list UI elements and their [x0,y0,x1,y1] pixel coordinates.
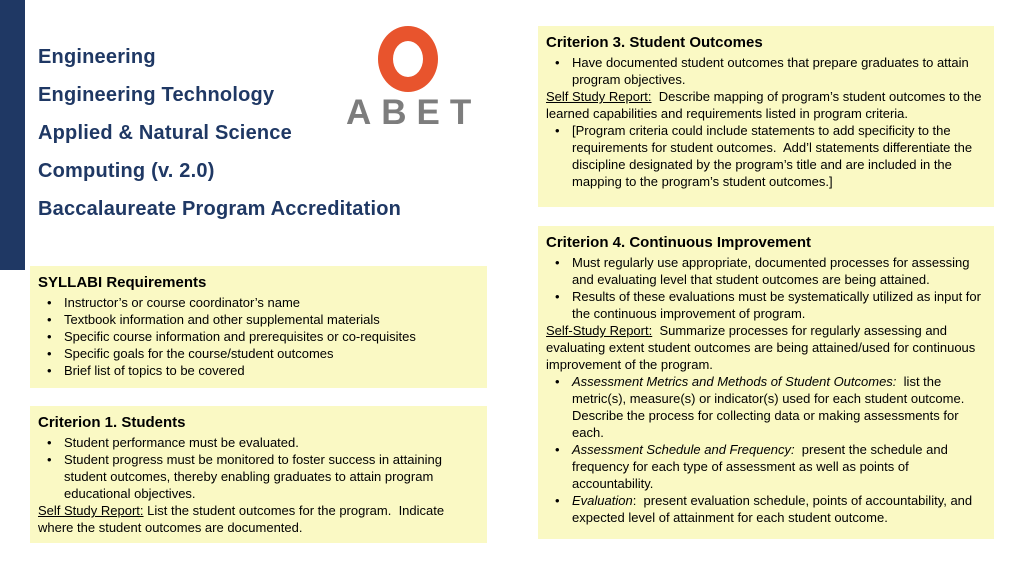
title-line-engineering: Engineering [38,46,156,68]
syllabi-heading: SYLLABI Requirements [38,274,207,291]
bullet-marker: • [555,493,560,508]
evaluation-term: Evaluation [572,493,633,508]
bullet-marker: • [555,374,560,389]
assessment-metrics-item: Assessment Metrics and Methods of Student Outcomes: list the metric(s), measure(s) or indicator(s) used for each student outcome. Describe the process for collecting data or making assessments for each. [572,374,972,440]
abet-logo-text: ABET [346,93,482,132]
list-item [546,373,984,441]
abet-ring-icon [378,26,438,92]
self-study-report [38,502,477,536]
list-item: • Brief list of topics to be covered [38,362,477,379]
list-item: • Instructor’s or course coordinator’s name [38,294,477,311]
list-item: • Results of these evaluations must be systematically utilized as input for the continuous improvement of program. [546,288,984,322]
left-accent-bar [0,0,25,270]
self-study-report-label: Self Study Report: [38,503,144,518]
title-line-baccalaureate: Baccalaureate Program Accreditation [38,198,402,220]
bullet-marker: • [555,442,560,457]
bullet-marker: • [47,295,52,310]
self-study-report-label: Self-Study Report: [546,323,653,338]
list-item: • Have documented student outcomes that prepare graduates to attain program objectives. [546,54,984,88]
list-item: • [Program criteria could include statements to add specificity to the requirements for student outcomes. Add’l statements differentiate the discipline designated by the program’s title and are included in the mapping to the program’s student outcomes.] [546,122,984,190]
abet-logo [336,26,480,131]
bullet-marker: • [47,346,52,361]
list-item: • Student progress must be monitored to foster success in attaining student outcomes, thereby enabling graduates to attain program educational objectives. [38,451,477,502]
self-study-report [546,88,984,122]
bullet-marker: • [555,55,560,70]
criterion-1-heading: Criterion 1. Students [38,414,186,431]
list-item: • Must regularly use appropriate, documented processes for assessing and evaluating level that student outcomes are being attained. [546,254,984,288]
criterion-4-heading: Criterion 4. Continuous Improvement [546,234,812,251]
bullet-marker: • [47,329,52,344]
bullet-marker: • [555,289,560,304]
self-study-report-text: Describe mapping of program’s student outcomes to the learned capabilities and requirements listed in program criteria. [546,89,986,121]
self-study-report [546,322,984,373]
criterion-3-box [538,26,994,207]
list-item: • Specific course information and prerequisites or co-requisites [38,328,477,345]
assessment-schedule-item: Assessment Schedule and Frequency: present the schedule and frequency for each type of assessment as well as points of accountability. [572,442,952,491]
bullet-marker: • [555,255,560,270]
assessment-metrics-term: Assessment Metrics and Methods of Student Outcomes: [572,374,897,389]
list-item [546,492,984,526]
bullet-marker: • [47,312,52,327]
list-item [546,441,984,492]
assessment-schedule-term: Assessment Schedule and Frequency: [572,442,795,457]
criterion-4-box [538,226,994,539]
title-line-engineering-technology: Engineering Technology [38,84,275,106]
bullet-marker: • [47,435,52,450]
list-item: • Textbook information and other supplemental materials [38,311,477,328]
list-item: • Specific goals for the course/student outcomes [38,345,477,362]
criterion-1-box [30,406,487,543]
self-study-report-text: List the student outcomes for the program. Indicate where the student outcomes are documented. [38,503,448,535]
list-item: • Student performance must be evaluated. [38,434,477,451]
criterion-3-heading: Criterion 3. Student Outcomes [546,34,763,51]
bullet-marker: • [47,452,52,467]
evaluation-item: Evaluation: present evaluation schedule, points of accountability, and expected level of attainment for each student outcome. [572,493,976,525]
self-study-report-text: Summarize processes for regularly assessing and evaluating extent student outcomes are being attained/used for continuous improvement of the program. [546,323,979,372]
syllabi-requirements-box [30,266,487,388]
title-line-computing: Computing (v. 2.0) [38,160,215,182]
self-study-report-label: Self Study Report: [546,89,652,104]
title-line-applied-natural-science: Applied & Natural Science [38,122,292,144]
bullet-marker: • [47,363,52,378]
bullet-marker: • [555,123,560,138]
